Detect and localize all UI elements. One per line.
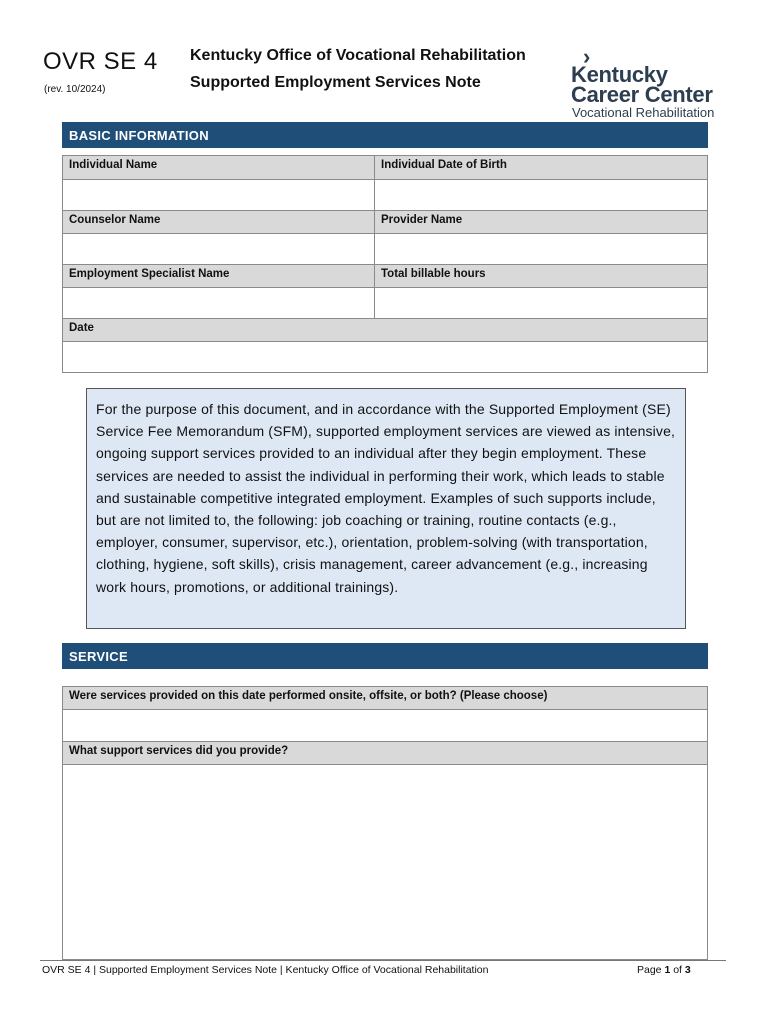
document-title: Supported Employment Services Note [190, 74, 481, 91]
section-heading-service: SERVICE [62, 643, 708, 669]
agency-name: Kentucky Office of Vocational Rehabilitation [190, 47, 526, 64]
service-location-field[interactable] [63, 710, 707, 742]
total-billable-hours-field[interactable] [375, 288, 707, 319]
chevron-logo-icon: › [583, 44, 591, 69]
logo-line-3: Vocational Rehabilitation [572, 105, 715, 120]
employment-specialist-name-field[interactable] [63, 288, 374, 319]
column-divider [374, 156, 375, 319]
provider-name-field[interactable] [375, 234, 707, 265]
page-total: 3 [684, 964, 691, 976]
service-location-question: Were services provided on this date performed onsite, offsite, or both? (Please choose) [63, 687, 707, 710]
revision-date: (rev. 10/2024) [44, 84, 106, 95]
counselor-name-label: Counselor Name [63, 211, 374, 234]
footer-text: OVR SE 4 | Supported Employment Services Note | Kentucky Office of Vocational Rehabilitation [42, 964, 489, 976]
page-label: Page [637, 964, 662, 976]
page-number [637, 964, 691, 976]
date-label: Date [63, 319, 707, 342]
section-heading-basic-information: BASIC INFORMATION [62, 122, 708, 148]
page-current: 1 [664, 964, 671, 976]
total-billable-hours-label: Total billable hours [375, 265, 707, 288]
form-number: OVR SE 4 [43, 48, 158, 75]
individual-dob-field[interactable] [375, 180, 707, 211]
employment-specialist-name-label: Employment Specialist Name [63, 265, 374, 288]
footer-divider [40, 960, 726, 961]
supported-employment-definition: For the purpose of this document, and in accordance with the Supported Employment (SE) Service Fee Memorandum (SFM), supported employment services are viewed as intensive, ongoing support services provided to an individual after they begin employment. These services are needed to assist the individual in performing their work, which leads to stable and sustainable competitive integrated employment. Examples of such supports include, but are not limited to, the following: job coaching or training, routine contacts (e.g., employer, consumer, supervisor, etc.), orientation, problem-solving (with transportation, clothing, hygiene, soft skills), crisis management, career advancement (e.g., increasing work hours, promotions, or additional trainings). [86, 388, 686, 629]
date-field[interactable] [63, 342, 707, 372]
basic-information-table [62, 155, 708, 373]
support-services-field[interactable] [63, 765, 707, 959]
kentucky-career-center-logo [571, 44, 741, 119]
provider-name-label: Provider Name [375, 211, 707, 234]
page-of: of [673, 964, 682, 976]
support-services-question: What support services did you provide? [63, 742, 707, 765]
logo-line-2: Career Center [571, 82, 713, 107]
counselor-name-field[interactable] [63, 234, 374, 265]
individual-name-label: Individual Name [63, 156, 374, 180]
service-table [62, 686, 708, 960]
individual-name-field[interactable] [63, 180, 374, 211]
logo-line-1: Kentucky [571, 62, 668, 87]
individual-dob-label: Individual Date of Birth [375, 156, 707, 180]
